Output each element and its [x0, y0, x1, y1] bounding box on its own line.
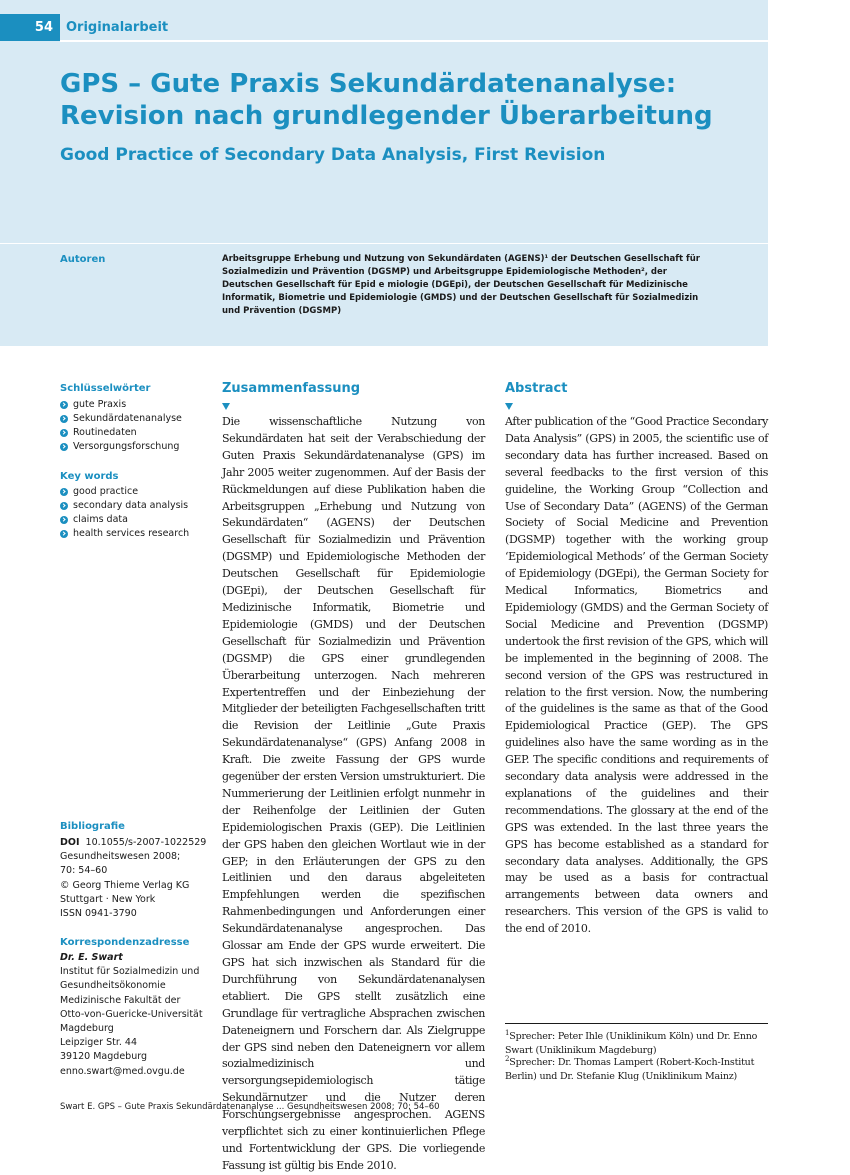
keywords-de-list — [60, 398, 182, 454]
keywords-en-list — [60, 485, 189, 541]
section-label: Originalarbeit — [66, 20, 169, 35]
correspondence-name: Dr. E. Swart — [60, 952, 123, 963]
header-rule — [60, 40, 768, 42]
bibliography-line: © Georg Thieme Verlag KG — [60, 879, 190, 891]
bullet-icon — [60, 488, 68, 496]
bullet-icon — [60, 530, 68, 538]
address-line: Medizinische Fakultät der — [60, 994, 181, 1006]
list-item: health services research — [60, 527, 189, 541]
zusammenfassung-heading: Zusammenfassung — [222, 381, 361, 396]
bullet-icon — [60, 502, 68, 510]
page-number: 54 — [0, 14, 60, 41]
footnote: $^1$Sprecher: Peter Ihle (Uniklinikum Köln) und Dr. Enno Swart (Uniklinikum Magdeburg) — [505, 1029, 758, 1056]
list-item: good practice — [60, 485, 189, 499]
bibliography-line: 70: 54–60 — [60, 865, 108, 877]
correspondence-heading: Korrespondenzadresse — [60, 937, 190, 948]
address-line: Leipziger Str. 44 — [60, 1037, 137, 1049]
list-item: Sekundärdatenanalyse — [60, 412, 182, 426]
doi-value: 10.1055/s-2007-1022529 — [85, 837, 207, 848]
bibliography-line: Gesundheitswesen 2008; — [60, 851, 181, 863]
doi-label: DOI — [60, 837, 80, 848]
arrow-down-icon — [505, 403, 513, 410]
bibliography-heading: Bibliografie — [60, 821, 125, 832]
arrow-down-icon — [222, 403, 230, 410]
list-item: gute Praxis — [60, 398, 182, 412]
bullet-icon — [60, 401, 68, 409]
keywords-de-heading: Schlüsselwörter — [60, 383, 151, 394]
list-item: Routinedaten — [60, 426, 182, 440]
address-line: Institut für Sozialmedizin und — [60, 966, 200, 978]
footnote: $^2$Sprecher: Dr. Thomas Lampert (Robert-Koch-Institut Berlin) und Dr. Stefanie Klug (Uniklinikum Mainz) — [505, 1055, 755, 1082]
list-item: Versorgungsforschung — [60, 440, 182, 454]
address-line: Gesundheitsökonomie — [60, 980, 166, 992]
address-line: Otto-von-Guericke-Universität — [60, 1008, 203, 1020]
zusammenfassung-text: Die wissenschaftliche Nutzung von Sekundärdaten hat seit der Verabschiedung der Guten Praxis Sekundärdatenanalyse (GPS) im Jahr 2005 weiter zugenommen. Auf der Basis der Rückmeldungen auf diese Publikation haben die Arbeitsgruppen „Erhebung und Nutzung von Sekundärdaten“ (AGENS) der Deutschen Gesellschaft für Sozialmedizin und Prävention (DGSMP) und Epidemiologische Methoden der Deutschen Gesellschaft für Epidemiologie (DGEpi), der Deutschen Gesellschaft für Medizinische Informatik, Biometrie und Epidemiologie (GMDS) und der Deutschen Gesellschaft für Sozialmedizin und Prävention (DGSMP) die GPS einer grundlegenden Überarbeitung unterzogen. Nach mehreren Expertentreffen und der Einbeziehung der Mitglieder der beteiligten Fachgesellschaften tritt die Revision der Leitlinie „Gute Praxis Sekundärdatenanalyse“ (GPS) Anfang 2008 in Kraft. Die zweite Fassung der GPS wurde gegenüber der ersten Version umstrukturiert. Die Nummerierung der Leitlinien erfolgt nunmehr in der Reihenfolge der Leitlinien der Guten Epidemiologischen Praxis (GEP). Die Leitlinien der GPS haben den gleichen Wortlaut wie in der GEP; in den Erläuterungen der GPS zu den Leitlinien und den daraus abgeleiteten Empfehlungen werden die spezifischen Rahmenbedingungen und Anforderungen einer Sekundärdatenanalyse angesprochen. Das Glossar am Ende der GPS wurde erweitert. Die GPS hat sich inzwischen als Standard für die Durchführung von Sekundärdatenanalysen etabliert. Die GPS stellt zusätzlich eine Grundlage für vertragliche Absprachen zwischen Dateneignern und Forschern dar. Als Zielgruppe der GPS sind neben den Dateneignern vor allem sozialmedizinisch und versorgungsepidemiologisch tätige Sekundärnutzer und die Nutzer deren Forschungsergebnisse angesprochen. AGENS verpflichtet sich zu einer kontinuierlichen Pflege und Fortentwicklung der GPS. Die vorliegende Fassung ist gültig bis Ende 2010. — [222, 415, 485, 1172]
abstract-text: After publication of the “Good Practice Secondary Data Analysis” (GPS) in 2005, the scientific use of secondary data has further increased. Based on several feedbacks to the first version of this guideline, the Working Group “Collection and Use of Secondary Data” (AGENS) of the German Society of Social Medicine and Prevention (DGSMP) together with the working group ‘Epidemiological Methods’ of the German Society of Epidemiology (DGEpi), the German Society for Medical Informatics, Biometrics and Epidemiology (GMDS) and the German Society of Social Medicine and Prevention (DGSMP) undertook the first revision of the GPS, which will be implemented in the beginning of 2008. The second version of the GPS was restructured in relation to the first version. Now, the numbering of the guidelines is the same as that of the Good Epidemiological Practice (GEP). The GPS guidelines also have the same wording as in the GEP. The specific conditions and requirements of secondary data analysis were addressed in the explanations of the guidelines and their recommendations. The glossary at the end of the GPS was extended. In the last three years the GPS has become established as a standard for secondary data analyses. Additionally, the GPS may be used as a basis for contractual arrangements between data owners and researchers. This version of the GPS is valid to the end of 2010. — [505, 415, 768, 936]
list-item: claims data — [60, 513, 189, 527]
email-link[interactable]: enno.swart@med.ovgu.de — [60, 1065, 185, 1077]
abstract-heading: Abstract — [505, 381, 568, 396]
bullet-icon — [60, 443, 68, 451]
list-item: secondary data analysis — [60, 499, 189, 513]
authors-text: Arbeitsgruppe Erhebung und Nutzung von Sekundärdaten (AGENS)¹ der Deutschen Gesellschaft für Sozialmedizin und Prävention (DGSMP) und Arbeitsgruppe Epidemiologische Methoden², der Deutschen Gesellschaft für Epid e miologie (DGEpi), der Deutschen Gesellschaft für Medizinische Informatik, Biometrie und Epidemiologie (GMDS) und der Deutschen Gesellschaft für Sozialmedizin und Prävention (DGSMP) — [222, 254, 700, 316]
header-divider — [0, 243, 768, 244]
bibliography-line: ISSN 0941-3790 — [60, 908, 137, 920]
keywords-en-heading: Key words — [60, 471, 119, 482]
article-title: GPS – Gute Praxis Sekundärdatenanalyse: Revision nach grundlegender Überarbeitung — [60, 69, 713, 131]
address-line: Magdeburg — [60, 1023, 114, 1035]
bullet-icon — [60, 429, 68, 437]
article-subtitle: Good Practice of Secondary Data Analysis, First Revision — [60, 145, 606, 165]
correspondence-block — [60, 951, 220, 1079]
address-line: 39120 Magdeburg — [60, 1051, 147, 1063]
doi-line — [60, 836, 220, 850]
bullet-icon — [60, 516, 68, 524]
bullet-icon — [60, 415, 68, 423]
bibliography-line: Stuttgart · New York — [60, 893, 156, 905]
running-footer: Swart E. GPS – Gute Praxis Sekundärdatenanalyse ... Gesundheitswesen 2008; 70: 54–60 — [60, 1102, 440, 1112]
authors-label: Autoren — [60, 254, 106, 265]
footnote-rule — [505, 1023, 768, 1024]
bibliography-block — [60, 836, 220, 921]
